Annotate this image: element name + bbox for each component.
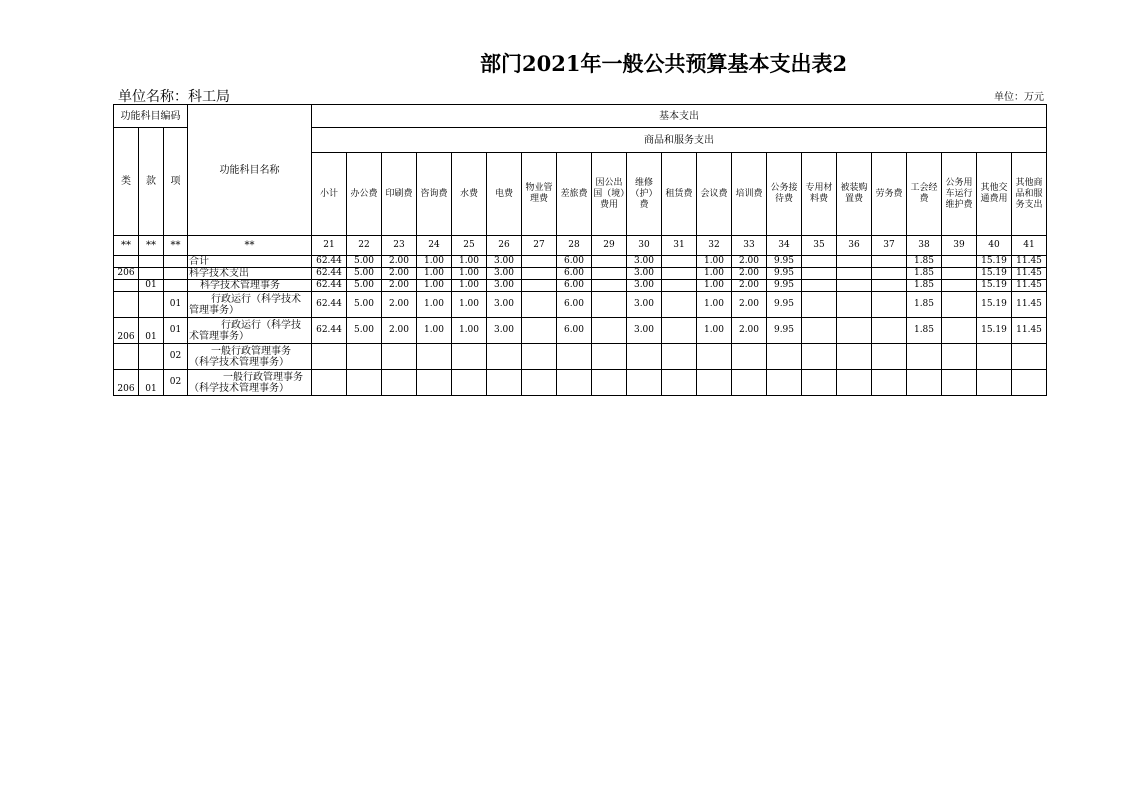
column-code: 36: [837, 236, 872, 256]
value-cell: 3.00: [487, 292, 522, 318]
code-lei: [114, 280, 139, 292]
value-cell: [837, 256, 872, 268]
code-kuan: [139, 292, 164, 318]
unit-label: 单位：万元: [994, 92, 1044, 103]
value-cell: 2.00: [382, 280, 417, 292]
value-cell: 1.85: [907, 292, 942, 318]
column-code: 35: [802, 236, 837, 256]
code-kuan: 01: [139, 318, 164, 344]
column-header: 公务用车运行维护费: [942, 153, 977, 236]
value-cell: 2.00: [382, 318, 417, 344]
column-code: 22: [347, 236, 382, 256]
column-header: 小计: [312, 153, 347, 236]
code-xiang: 02: [164, 344, 188, 370]
column-header: 因公出国（境）费用: [592, 153, 627, 236]
value-cell: 5.00: [347, 268, 382, 280]
column-code: 33: [732, 236, 767, 256]
column-header: 办公费: [347, 153, 382, 236]
kuan-header: 款: [139, 128, 164, 236]
column-header: 培训费: [732, 153, 767, 236]
goods-services-header: 商品和服务支出: [312, 128, 1047, 153]
value-cell: [522, 268, 557, 280]
value-cell: 1.00: [417, 318, 452, 344]
column-code: 30: [627, 236, 662, 256]
value-cell: 9.95: [767, 292, 802, 318]
code-xiang: 01: [164, 292, 188, 318]
value-cell: [942, 292, 977, 318]
value-cell: [452, 344, 487, 370]
value-cell: 3.00: [487, 318, 522, 344]
value-cell: [802, 318, 837, 344]
value-cell: 62.44: [312, 280, 347, 292]
func-name-header: 功能科目名称: [188, 105, 312, 236]
value-cell: [522, 292, 557, 318]
value-cell: 15.19: [977, 318, 1012, 344]
table-row: [114, 256, 1047, 268]
code-kuan: 01: [139, 370, 164, 396]
value-cell: 1.00: [452, 318, 487, 344]
value-cell: [1012, 344, 1047, 370]
value-cell: [417, 370, 452, 396]
value-cell: 1.00: [417, 268, 452, 280]
value-cell: [872, 268, 907, 280]
column-header: 被装购置费: [837, 153, 872, 236]
value-cell: [312, 344, 347, 370]
func-name-line1: 行政运行（科学技术: [211, 293, 301, 305]
code-lei: 206: [114, 370, 139, 396]
value-cell: 15.19: [977, 268, 1012, 280]
table-row: [114, 292, 1047, 318]
unit-name: 单位名称：科工局: [118, 89, 230, 105]
value-cell: [802, 370, 837, 396]
value-cell: 62.44: [312, 318, 347, 344]
column-code: 39: [942, 236, 977, 256]
basic-expense-header: 基本支出: [312, 105, 1047, 128]
value-cell: 62.44: [312, 292, 347, 318]
func-name-cell: 科学技术支出: [188, 268, 312, 280]
value-cell: [662, 318, 697, 344]
value-cell: [1012, 370, 1047, 396]
value-cell: 1.85: [907, 280, 942, 292]
value-cell: 2.00: [382, 256, 417, 268]
func-name-line1: 一般行政管理事务: [223, 371, 303, 383]
value-cell: 1.00: [697, 292, 732, 318]
code-kuan: [139, 256, 164, 268]
table-row: [114, 280, 1047, 292]
value-cell: 62.44: [312, 268, 347, 280]
value-cell: 3.00: [627, 268, 662, 280]
value-cell: [592, 256, 627, 268]
value-cell: [767, 370, 802, 396]
func-name-cell: [188, 292, 312, 318]
value-cell: 5.00: [347, 280, 382, 292]
value-cell: 2.00: [732, 268, 767, 280]
value-cell: [837, 344, 872, 370]
column-header: 电费: [487, 153, 522, 236]
func-name-cell: 科学技术管理事务: [188, 280, 312, 292]
func-name-cell: [188, 318, 312, 344]
budget-table: [113, 104, 1047, 396]
value-cell: 9.95: [767, 256, 802, 268]
value-cell: 1.00: [452, 268, 487, 280]
value-cell: [592, 318, 627, 344]
value-cell: [697, 370, 732, 396]
value-cell: 9.95: [767, 318, 802, 344]
column-header: 物业管理费: [522, 153, 557, 236]
value-cell: [942, 256, 977, 268]
value-cell: 2.00: [382, 268, 417, 280]
code-lei: 206: [114, 268, 139, 280]
column-code: 24: [417, 236, 452, 256]
table-row: [114, 344, 1047, 370]
value-cell: [522, 370, 557, 396]
value-cell: [522, 280, 557, 292]
value-cell: [732, 370, 767, 396]
value-cell: 1.00: [452, 292, 487, 318]
func-name-line2: 术管理事务）: [189, 330, 249, 342]
func-name-cell: [188, 370, 312, 396]
value-cell: [592, 292, 627, 318]
value-cell: 1.00: [452, 256, 487, 268]
value-cell: 5.00: [347, 256, 382, 268]
value-cell: 1.85: [907, 268, 942, 280]
value-cell: [802, 256, 837, 268]
value-cell: 3.00: [627, 318, 662, 344]
page-title: 部门2021年一般公共预算基本支出表2: [480, 51, 848, 76]
value-cell: 1.85: [907, 256, 942, 268]
value-cell: 6.00: [557, 268, 592, 280]
value-cell: [662, 344, 697, 370]
value-cell: [872, 344, 907, 370]
value-cell: 11.45: [1012, 318, 1047, 344]
value-cell: 1.00: [697, 268, 732, 280]
value-cell: [347, 344, 382, 370]
value-cell: 2.00: [382, 292, 417, 318]
value-cell: 11.45: [1012, 292, 1047, 318]
value-cell: [487, 370, 522, 396]
value-cell: 11.45: [1012, 280, 1047, 292]
column-code: 29: [592, 236, 627, 256]
column-header: 咨询费: [417, 153, 452, 236]
column-code: 28: [557, 236, 592, 256]
value-cell: [907, 344, 942, 370]
code-lei: [114, 292, 139, 318]
column-header: 其他商品和服务支出: [1012, 153, 1047, 236]
column-header: 专用材料费: [802, 153, 837, 236]
column-code: 37: [872, 236, 907, 256]
value-cell: [942, 318, 977, 344]
value-cell: 3.00: [487, 268, 522, 280]
lei-header: 类: [114, 128, 139, 236]
value-cell: [557, 370, 592, 396]
value-cell: 1.00: [452, 280, 487, 292]
column-code: 26: [487, 236, 522, 256]
column-header: 租赁费: [662, 153, 697, 236]
value-cell: [522, 256, 557, 268]
column-code: 32: [697, 236, 732, 256]
value-cell: 15.19: [977, 280, 1012, 292]
value-cell: [837, 268, 872, 280]
code-xiang: [164, 268, 188, 280]
code-kuan: **: [139, 236, 164, 256]
column-code: 23: [382, 236, 417, 256]
column-code: 38: [907, 236, 942, 256]
value-cell: [942, 344, 977, 370]
value-cell: [662, 280, 697, 292]
value-cell: 6.00: [557, 318, 592, 344]
code-lei: [114, 344, 139, 370]
column-header: 公务接待费: [767, 153, 802, 236]
value-cell: [487, 344, 522, 370]
column-header: 水费: [452, 153, 487, 236]
value-cell: 1.00: [697, 318, 732, 344]
value-cell: [942, 370, 977, 396]
table-row: [114, 318, 1047, 344]
value-cell: 1.00: [697, 280, 732, 292]
value-cell: 2.00: [732, 318, 767, 344]
value-cell: 62.44: [312, 256, 347, 268]
value-cell: [802, 344, 837, 370]
code-kuan: 01: [139, 280, 164, 292]
value-cell: [382, 370, 417, 396]
value-cell: [907, 370, 942, 396]
value-cell: 1.85: [907, 318, 942, 344]
value-cell: [312, 370, 347, 396]
value-cell: 3.00: [627, 256, 662, 268]
value-cell: [942, 268, 977, 280]
column-code: 34: [767, 236, 802, 256]
value-cell: [872, 318, 907, 344]
value-cell: [592, 344, 627, 370]
column-header: 其他交通费用: [977, 153, 1012, 236]
value-cell: 11.45: [1012, 268, 1047, 280]
column-code: 41: [1012, 236, 1047, 256]
column-code: 27: [522, 236, 557, 256]
value-cell: [592, 280, 627, 292]
value-cell: 3.00: [627, 292, 662, 318]
column-header: 工会经费: [907, 153, 942, 236]
func-name-cell: [188, 344, 312, 370]
value-cell: [942, 280, 977, 292]
value-cell: 6.00: [557, 292, 592, 318]
value-cell: [732, 344, 767, 370]
value-cell: [452, 370, 487, 396]
value-cell: 11.45: [1012, 256, 1047, 268]
column-code: 21: [312, 236, 347, 256]
value-cell: 9.95: [767, 280, 802, 292]
value-cell: [872, 292, 907, 318]
value-cell: [872, 256, 907, 268]
column-code: 31: [662, 236, 697, 256]
column-header: 会议费: [697, 153, 732, 236]
value-cell: [627, 344, 662, 370]
func-name-line2: 管理事务）: [189, 304, 239, 316]
func-code-header: 功能科目编码: [114, 105, 188, 128]
code-kuan: [139, 268, 164, 280]
value-cell: [627, 370, 662, 396]
value-cell: [767, 344, 802, 370]
value-cell: [592, 268, 627, 280]
value-cell: [662, 292, 697, 318]
value-cell: [662, 256, 697, 268]
func-name-cell: 合计: [188, 256, 312, 268]
code-kuan: [139, 344, 164, 370]
code-name: **: [188, 236, 312, 256]
value-cell: [837, 280, 872, 292]
value-cell: 5.00: [347, 318, 382, 344]
value-cell: 2.00: [732, 256, 767, 268]
value-cell: 3.00: [487, 280, 522, 292]
value-cell: [382, 344, 417, 370]
value-cell: 15.19: [977, 292, 1012, 318]
xiang-header: 项: [164, 128, 188, 236]
func-name-line1: 行政运行（科学技: [221, 319, 301, 331]
code-xiang: [164, 256, 188, 268]
value-cell: [837, 318, 872, 344]
column-header: 差旅费: [557, 153, 592, 236]
code-lei: **: [114, 236, 139, 256]
value-cell: 1.00: [417, 256, 452, 268]
func-name-line2: （科学技术管理事务）: [189, 356, 289, 368]
value-cell: [522, 344, 557, 370]
func-name-line1: 一般行政管理事务: [211, 345, 291, 357]
code-xiang: 01: [164, 318, 188, 344]
value-cell: [557, 344, 592, 370]
column-header: 劳务费: [872, 153, 907, 236]
value-cell: [522, 318, 557, 344]
column-code: 40: [977, 236, 1012, 256]
value-cell: [802, 292, 837, 318]
value-cell: [662, 268, 697, 280]
value-cell: [872, 280, 907, 292]
value-cell: 2.00: [732, 292, 767, 318]
table-row: [114, 268, 1047, 280]
value-cell: [977, 370, 1012, 396]
func-name-line2: （科学技术管理事务）: [189, 382, 289, 394]
column-header: 维修（护）费: [627, 153, 662, 236]
value-cell: [837, 370, 872, 396]
value-cell: [347, 370, 382, 396]
value-cell: 5.00: [347, 292, 382, 318]
table-row: [114, 370, 1047, 396]
value-cell: 3.00: [627, 280, 662, 292]
column-header: 印刷费: [382, 153, 417, 236]
value-cell: [802, 268, 837, 280]
column-code: 25: [452, 236, 487, 256]
value-cell: 3.00: [487, 256, 522, 268]
value-cell: 1.00: [417, 280, 452, 292]
value-cell: 2.00: [732, 280, 767, 292]
value-cell: [592, 370, 627, 396]
value-cell: 1.00: [697, 256, 732, 268]
value-cell: 1.00: [417, 292, 452, 318]
code-xiang: **: [164, 236, 188, 256]
value-cell: 6.00: [557, 256, 592, 268]
value-cell: 15.19: [977, 256, 1012, 268]
value-cell: 9.95: [767, 268, 802, 280]
value-cell: [417, 344, 452, 370]
code-lei: 206: [114, 318, 139, 344]
code-xiang: [164, 280, 188, 292]
value-cell: [697, 344, 732, 370]
value-cell: [662, 370, 697, 396]
value-cell: 6.00: [557, 280, 592, 292]
value-cell: [837, 292, 872, 318]
code-lei: [114, 256, 139, 268]
value-cell: [977, 344, 1012, 370]
code-xiang: 02: [164, 370, 188, 396]
value-cell: [872, 370, 907, 396]
value-cell: [802, 280, 837, 292]
